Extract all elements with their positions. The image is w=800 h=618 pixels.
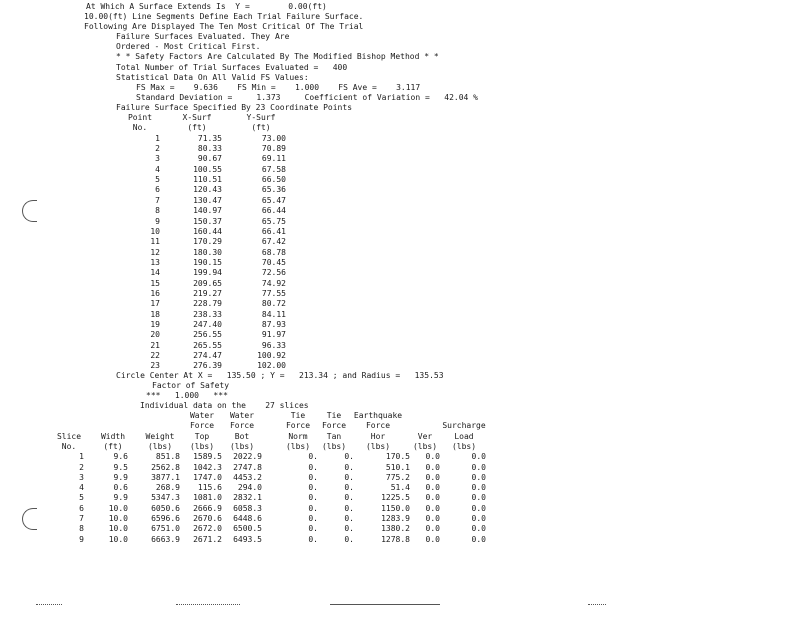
point-row — [0, 144, 800, 154]
slice-cell-width: 9.5 — [113, 462, 128, 472]
factor-of-safety-value: *** 1.000 *** — [146, 391, 228, 400]
slice-cell-eq-ver: Ver — [417, 431, 433, 441]
slice-cell-tie-tan: 0. — [344, 493, 354, 503]
slice-cell-width: 9.6 — [113, 452, 128, 462]
slice-cell-width: 10.0 — [108, 534, 128, 544]
point-row — [0, 351, 800, 361]
point-cell-y-surf: 73.00 — [261, 133, 286, 143]
point-row — [0, 289, 800, 299]
header-line-6: * * Safety Factors Are Calculated By The Modified Bishop Method * * — [116, 52, 439, 61]
slice-cell-surcharge: 0.0 — [471, 483, 486, 493]
point-cell-point: 9 — [155, 216, 160, 226]
slice-cell-tie-norm: 0. — [308, 452, 318, 462]
point-cell-y-surf: 66.44 — [261, 206, 286, 216]
slice-cell-water-top: 2670.6 — [193, 514, 222, 523]
slice-cell-tie-norm: Tie — [290, 411, 306, 420]
slice-cell-water-top: 2672.0 — [193, 524, 222, 534]
slice-cell-tie-tan: Tie — [326, 411, 342, 420]
slice-cell-slice: Slice — [56, 431, 82, 441]
slice-cell-tie-norm: Force — [285, 421, 311, 431]
point-cell-point: 11 — [150, 237, 160, 247]
point-row — [0, 258, 800, 268]
binder-hole-mark — [22, 508, 37, 530]
slice-cell-surcharge: 0.0 — [471, 462, 486, 472]
point-cell-x-surf: 90.67 — [197, 154, 222, 164]
slice-cell-eq-hor: 51.4 — [390, 483, 410, 493]
point-row — [0, 299, 800, 309]
point-row — [0, 134, 800, 144]
point-cell-x-surf: 71.35 — [197, 133, 222, 143]
slice-cell-slice: 8 — [79, 524, 84, 534]
slice-cell-weight: Weight — [145, 431, 175, 441]
slice-cell-weight: 5347.3 — [151, 493, 180, 503]
slice-cell-slice: 1 — [79, 452, 84, 462]
point-cell-x-surf: 170.29 — [193, 237, 222, 247]
slice-cell-tie-tan: Tan — [326, 431, 342, 441]
header-line-7: Total Number of Trial Surfaces Evaluated = 400 — [116, 63, 348, 72]
point-cell-x-surf: 100.55 — [193, 164, 222, 174]
point-cell-x-surf: 276.39 — [193, 361, 222, 371]
slice-cell-surcharge: 0.0 — [471, 514, 486, 523]
slice-cell-eq-hor: 510.1 — [385, 462, 410, 472]
slice-cell-tie-norm: Norm — [288, 431, 308, 441]
circle-center-line: Circle Center At X = 135.50 ; Y = 213.34 ; and Radius = 135.53 — [116, 371, 444, 380]
slice-cell-width: 10.0 — [108, 524, 128, 534]
slice-cell-weight: 851.8 — [155, 452, 180, 462]
slice-cell-tie-tan: Force — [321, 421, 347, 431]
slice-cell-water-top: (lbs) — [189, 441, 215, 451]
point-cell-x-surf: 199.94 — [193, 268, 222, 278]
point-cell-point: 3 — [155, 154, 160, 164]
point-cell-x-surf: 130.47 — [193, 195, 222, 205]
point-row — [0, 165, 800, 175]
point-row — [0, 341, 800, 351]
slice-cell-water-bot: 294.0 — [237, 483, 262, 493]
point-cell-point: 2 — [155, 144, 160, 154]
slice-cell-water-bot: Water — [229, 411, 255, 420]
point-cell-x-surf: 150.37 — [193, 216, 222, 226]
slice-cell-eq-ver: 0.0 — [425, 493, 440, 503]
slice-cell-water-bot: 6448.6 — [233, 514, 262, 523]
point-cell-y-surf: 70.89 — [261, 144, 286, 154]
slice-cell-slice: 6 — [79, 503, 84, 513]
slice-cell-weight: 6751.0 — [151, 524, 180, 534]
slice-cell-tie-norm: 0. — [308, 483, 318, 493]
point-cell-y-surf: 84.11 — [261, 309, 286, 319]
point-cell-point: 12 — [150, 247, 160, 257]
slice-cell-weight: 6050.6 — [151, 503, 180, 513]
standard-deviation-line: Standard Deviation = 1.373 Coefficient of Variation = 42.04 % — [136, 93, 478, 102]
slice-cell-water-bot: (lbs) — [229, 441, 255, 451]
slice-cell-water-bot: Force — [229, 421, 255, 431]
slice-cell-width: (ft) — [103, 441, 123, 451]
point-cell-y-surf: 100.92 — [257, 351, 286, 361]
point-cell-point: 15 — [150, 278, 160, 288]
slice-cell-eq-hor: Hor — [370, 431, 386, 441]
point-row — [0, 227, 800, 237]
slice-cell-surcharge: 0.0 — [471, 472, 486, 482]
slice-cell-eq-ver: (lbs) — [412, 441, 438, 451]
slice-cell-tie-norm: 0. — [308, 472, 318, 482]
point-cell-point: 13 — [150, 257, 160, 267]
slice-cell-water-bot: Bot — [234, 431, 250, 441]
header-line-8: Statistical Data On All Valid FS Values: — [116, 73, 309, 82]
slice-cell-water-bot: 2832.1 — [233, 493, 262, 503]
slice-cell-tie-tan: (lbs) — [321, 441, 347, 451]
slice-cell-slice: No. — [61, 441, 77, 451]
scan-artifact-mark — [176, 604, 240, 605]
point-row — [0, 217, 800, 227]
slice-cell-surcharge: 0.0 — [471, 493, 486, 503]
point-row — [0, 185, 800, 195]
header-line-1: At Which A Surface Extends Is Y = 0.00(ft) — [86, 2, 327, 11]
point-row — [0, 320, 800, 330]
slice-row — [0, 483, 800, 493]
slice-row — [0, 524, 800, 534]
point-cell-point: 16 — [150, 288, 160, 298]
point-header-row — [0, 113, 800, 123]
slice-cell-width: 9.9 — [113, 472, 128, 482]
point-cell-point: 6 — [155, 185, 160, 195]
slice-row — [0, 514, 800, 524]
point-cell-x-surf: 219.27 — [193, 288, 222, 298]
point-cell-point: 18 — [150, 309, 160, 319]
slice-cell-eq-hor: Earthquake — [353, 411, 403, 420]
point-cell-y-surf: 70.45 — [261, 257, 286, 267]
point-header-row — [0, 123, 800, 133]
slice-cell-surcharge: Surcharge — [442, 421, 486, 431]
point-cell-point: 5 — [155, 175, 160, 185]
point-cell-y-surf: 102.00 — [257, 361, 286, 371]
binder-hole-mark — [22, 200, 37, 222]
point-cell-y-surf: 65.75 — [261, 216, 286, 226]
point-cell-point: 7 — [155, 195, 160, 205]
slice-cell-tie-tan: 0. — [344, 452, 354, 462]
slice-cell-surcharge: 0.0 — [471, 452, 486, 462]
slice-cell-tie-tan: 0. — [344, 472, 354, 482]
slice-cell-slice: 9 — [79, 534, 84, 544]
slice-cell-water-top: Force — [189, 421, 215, 431]
slice-cell-eq-ver: 0.0 — [425, 514, 440, 523]
slice-cell-width: 0.6 — [113, 483, 128, 493]
point-cell-x-surf: 110.51 — [193, 175, 222, 185]
point-cell-point: 10 — [150, 226, 160, 236]
point-row — [0, 268, 800, 278]
slice-cell-eq-hor: 1150.0 — [381, 503, 410, 513]
slice-cell-water-top: 1747.0 — [193, 472, 222, 482]
slice-cell-tie-norm: 0. — [308, 493, 318, 503]
slice-cell-eq-hor: 1283.9 — [381, 514, 410, 523]
slice-cell-weight: (lbs) — [147, 441, 173, 451]
slice-cell-weight: 6663.9 — [151, 534, 180, 544]
point-cell-y-surf: 74.92 — [261, 278, 286, 288]
slice-cell-water-bot: 6500.5 — [233, 524, 262, 534]
slice-cell-surcharge: 0.0 — [471, 503, 486, 513]
slice-cell-water-top: Water — [189, 411, 215, 420]
slice-cell-water-top: 1042.3 — [193, 462, 222, 472]
slice-cell-water-top: 2666.9 — [193, 503, 222, 513]
point-cell-point: 14 — [150, 268, 160, 278]
slice-row — [0, 463, 800, 473]
slice-cell-water-top: 1081.0 — [193, 493, 222, 503]
point-cell-point: 20 — [150, 330, 160, 340]
slice-cell-eq-ver: 0.0 — [425, 483, 440, 493]
point-cell-x-surf: X-Surf — [182, 113, 212, 122]
point-cell-point: No. — [132, 123, 148, 133]
slice-cell-eq-hor: Force — [365, 421, 391, 431]
slice-cell-eq-hor: 1380.2 — [381, 524, 410, 534]
slice-cell-eq-hor: (lbs) — [365, 441, 391, 451]
slice-cell-width: 10.0 — [108, 503, 128, 513]
point-cell-y-surf: 80.72 — [261, 299, 286, 309]
slice-cell-tie-tan: 0. — [344, 514, 354, 523]
slice-cell-water-bot: 2747.8 — [233, 462, 262, 472]
point-cell-x-surf: 180.30 — [193, 247, 222, 257]
point-cell-x-surf: 228.79 — [193, 299, 222, 309]
slice-cell-eq-ver: 0.0 — [425, 534, 440, 544]
slice-row — [0, 493, 800, 503]
slice-cell-surcharge: (lbs) — [451, 441, 477, 451]
point-cell-x-surf: 256.55 — [193, 330, 222, 340]
slice-cell-water-top: Top — [194, 431, 210, 441]
slice-row — [0, 452, 800, 462]
slice-cell-slice: 5 — [79, 493, 84, 503]
slice-cell-eq-hor: 1225.5 — [381, 493, 410, 503]
slice-header-row — [0, 411, 800, 421]
point-cell-point: 22 — [150, 351, 160, 361]
point-cell-y-surf: Y-Surf — [246, 113, 276, 122]
slice-cell-water-bot: 2022.9 — [233, 452, 262, 462]
slice-cell-slice: 7 — [79, 514, 84, 523]
point-cell-y-surf: 65.36 — [261, 185, 286, 195]
slice-cell-slice: 2 — [79, 462, 84, 472]
slice-cell-tie-norm: 0. — [308, 534, 318, 544]
point-cell-point: 19 — [150, 320, 160, 329]
point-cell-point: 8 — [155, 206, 160, 216]
slice-cell-water-bot: 6493.5 — [233, 534, 262, 544]
point-cell-x-surf: 190.15 — [193, 257, 222, 267]
slices-title: Individual data on the 27 slices — [140, 401, 309, 410]
header-line-5: Ordered - Most Critical First. — [116, 42, 261, 51]
fs-statistics-line: FS Max = 9.636 FS Min = 1.000 FS Ave = 3.117 — [136, 83, 421, 92]
slice-cell-eq-ver: 0.0 — [425, 472, 440, 482]
slice-cell-surcharge: Load — [454, 431, 474, 441]
slice-cell-surcharge: 0.0 — [471, 524, 486, 534]
slice-cell-surcharge: 0.0 — [471, 534, 486, 544]
slice-cell-eq-ver: 0.0 — [425, 452, 440, 462]
slice-cell-weight: 6596.6 — [151, 514, 180, 523]
header-line-4: Failure Surfaces Evaluated. They Are — [116, 32, 290, 41]
slice-cell-slice: 4 — [79, 483, 84, 493]
point-cell-point: 17 — [150, 299, 160, 309]
point-cell-point: Point — [127, 113, 153, 122]
point-row — [0, 279, 800, 289]
slice-header-row — [0, 432, 800, 442]
point-cell-x-surf: 265.55 — [193, 340, 222, 350]
point-row — [0, 248, 800, 258]
point-cell-y-surf: 66.50 — [261, 175, 286, 185]
point-cell-point: 23 — [150, 361, 160, 371]
slice-cell-tie-tan: 0. — [344, 483, 354, 493]
point-row — [0, 206, 800, 216]
point-cell-y-surf: 66.41 — [261, 226, 286, 236]
point-cell-x-surf: 120.43 — [193, 185, 222, 195]
point-cell-y-surf: 69.11 — [261, 154, 286, 164]
slice-cell-weight: 3877.1 — [151, 472, 180, 482]
slice-cell-tie-tan: 0. — [344, 503, 354, 513]
point-row — [0, 175, 800, 185]
slice-cell-water-top: 115.6 — [197, 483, 222, 493]
slice-header-row — [0, 442, 800, 452]
slice-row — [0, 504, 800, 514]
point-cell-y-surf: 96.33 — [261, 340, 286, 350]
point-cell-y-surf: 87.93 — [261, 320, 286, 329]
slice-cell-width: 9.9 — [113, 493, 128, 503]
slice-cell-tie-norm: 0. — [308, 514, 318, 523]
point-cell-y-surf: 65.47 — [261, 195, 286, 205]
slice-cell-eq-ver: 0.0 — [425, 524, 440, 534]
slice-cell-eq-ver: 0.0 — [425, 503, 440, 513]
slice-cell-slice: 3 — [79, 472, 84, 482]
point-cell-x-surf: 274.47 — [193, 351, 222, 361]
point-cell-x-surf: 160.44 — [193, 226, 222, 236]
header-line-2: 10.00(ft) Line Segments Define Each Trial Failure Surface. — [84, 12, 364, 21]
slice-cell-tie-tan: 0. — [344, 524, 354, 534]
point-cell-y-surf: 72.56 — [261, 268, 286, 278]
slice-cell-weight: 2562.8 — [151, 462, 180, 472]
slice-cell-tie-norm: 0. — [308, 524, 318, 534]
slice-cell-eq-hor: 775.2 — [385, 472, 410, 482]
header-line-3: Following Are Displayed The Ten Most Critical Of The Trial — [84, 22, 364, 31]
slice-cell-water-bot: 6058.3 — [233, 503, 262, 513]
slice-cell-eq-ver: 0.0 — [425, 462, 440, 472]
slice-cell-tie-tan: 0. — [344, 534, 354, 544]
point-cell-point: 4 — [155, 164, 160, 174]
point-row — [0, 154, 800, 164]
slice-row — [0, 473, 800, 483]
scan-artifact-mark — [588, 604, 606, 605]
point-cell-y-surf: 77.55 — [261, 288, 286, 298]
slice-cell-tie-norm: 0. — [308, 503, 318, 513]
point-cell-point: 1 — [155, 133, 160, 143]
slice-cell-tie-norm: 0. — [308, 462, 318, 472]
slice-cell-tie-tan: 0. — [344, 462, 354, 472]
scan-artifact-mark — [330, 604, 440, 605]
point-cell-x-surf: 209.65 — [193, 278, 222, 288]
slice-cell-weight: 268.9 — [155, 483, 180, 493]
header-line-11: Failure Surface Specified By 23 Coordinate Points — [116, 103, 353, 112]
point-cell-y-surf: 91.97 — [261, 330, 286, 340]
point-cell-y-surf: (ft) — [251, 123, 271, 133]
point-cell-y-surf: 68.78 — [261, 247, 286, 257]
slice-cell-width: Width — [100, 431, 126, 441]
point-cell-y-surf: 67.42 — [261, 237, 286, 247]
factor-of-safety-label: Factor of Safety — [152, 381, 230, 390]
point-cell-point: 21 — [150, 340, 160, 350]
point-row — [0, 330, 800, 340]
point-row — [0, 310, 800, 320]
point-cell-x-surf: 80.33 — [197, 144, 222, 154]
point-row — [0, 196, 800, 206]
slice-cell-water-bot: 4453.2 — [233, 472, 262, 482]
slice-cell-tie-norm: (lbs) — [285, 441, 311, 451]
slice-cell-width: 10.0 — [108, 514, 128, 523]
slice-cell-eq-hor: 170.5 — [385, 452, 410, 462]
point-cell-x-surf: 140.97 — [193, 206, 222, 216]
point-row — [0, 237, 800, 247]
point-cell-y-surf: 67.58 — [261, 164, 286, 174]
slice-cell-water-top: 1589.5 — [193, 452, 222, 462]
scan-artifact-mark — [36, 604, 62, 605]
slice-cell-water-top: 2671.2 — [193, 534, 222, 544]
slice-header-row — [0, 421, 800, 431]
slice-row — [0, 535, 800, 545]
slice-cell-eq-hor: 1278.8 — [381, 534, 410, 544]
point-cell-x-surf: 238.33 — [193, 309, 222, 319]
point-cell-x-surf: 247.40 — [193, 320, 222, 329]
point-cell-x-surf: (ft) — [187, 123, 207, 133]
